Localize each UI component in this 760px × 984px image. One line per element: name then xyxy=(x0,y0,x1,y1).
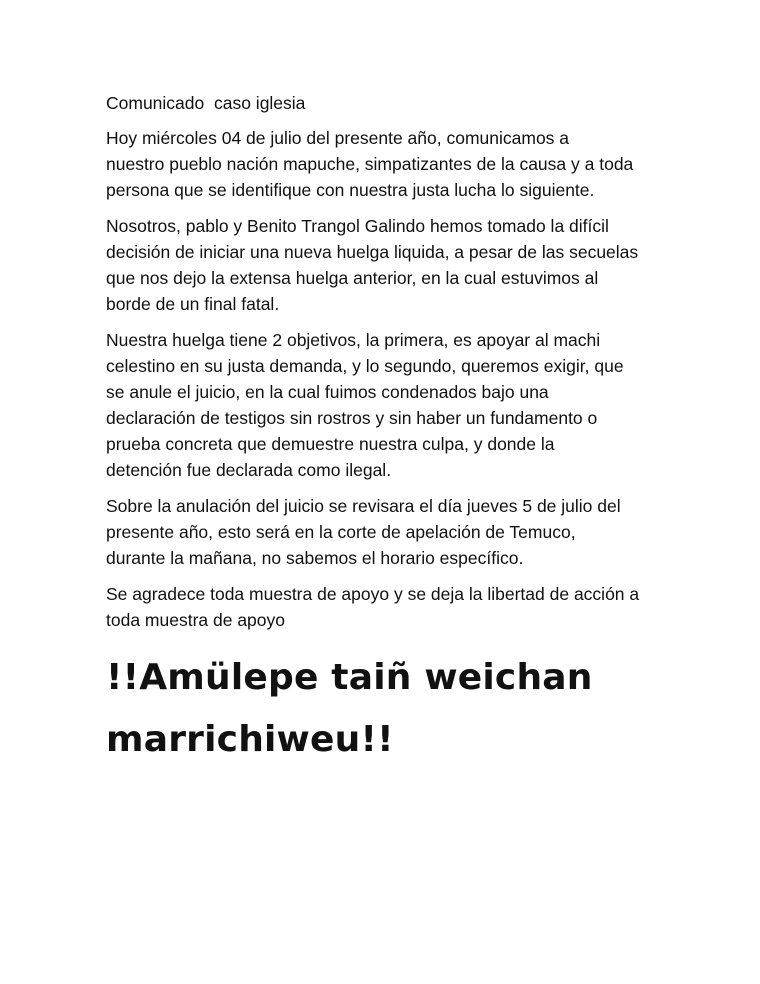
paragraph-strike-objectives: Nuestra huelga tiene 2 objetivos, la primera, es apoyar al machi celestino en su justa demanda, y lo segundo, queremos exigir, que se anule el juicio, en la cual fuimos condenados bajo una declaración de testigos sin rostros y sin haber un fundamento o prueba concreta que demuestre nuestra culpa, y donde la detención fue declarada como ilegal. xyxy=(106,330,624,480)
paragraph-trial-review: Sobre la anulación del juicio se revisara el día jueves 5 de julio del presente año, esto será en la corte de apelación de Temuco, durante la mañana, no sabemos el horario específico. xyxy=(106,496,621,568)
paragraph-hunger-strike-decision: Nosotros, pablo y Benito Trangol Galindo hemos tomado la difícil decisión de iniciar una nueva huelga liquida, a pesar de las secuelas que nos dejo la extensa huelga anterior, en la cual estuvimos al borde de un final fatal. xyxy=(106,216,639,314)
document-title: Comunicado caso iglesia xyxy=(106,93,306,113)
document-body xyxy=(106,90,666,771)
paragraph-announcement: Hoy miércoles 04 de julio del presente año, comunicamos a nuestro pueblo nación mapuche, simpatizantes de la causa y a toda persona que se identifique con nuestra justa lucha lo siguiente. xyxy=(106,128,634,200)
closing-slogan: !!Amülepe taiñ weichan marrichiweu!! xyxy=(106,657,593,760)
paragraph-support-thanks: Se agradece toda muestra de apoyo y se deja la libertad de acción a toda muestra de apoyo xyxy=(106,584,640,630)
